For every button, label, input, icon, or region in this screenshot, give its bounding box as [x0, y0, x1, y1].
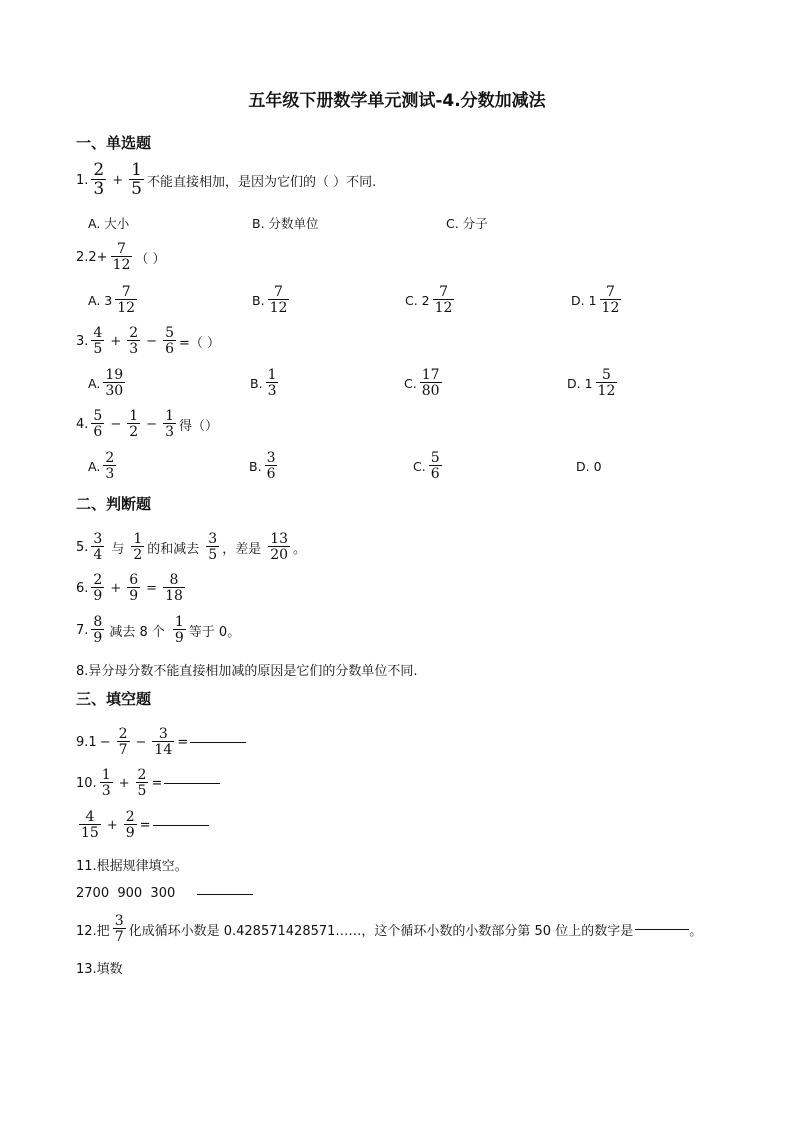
fraction: $\frac{4}{5}$	[93, 325, 103, 357]
fraction: $\frac{1}{3}$	[101, 767, 111, 799]
question-text: （ ）	[135, 251, 166, 267]
question-number: 2.2+	[76, 249, 108, 265]
question-text: 的和减去	[147, 541, 200, 557]
fraction: $\frac{3}{6}$	[266, 450, 276, 482]
question-text: 减去 8 个	[109, 624, 165, 640]
question-text: 等于 0。	[188, 624, 241, 640]
question-1	[76, 162, 376, 198]
q3-option-d[interactable]: D. 1 $\frac{5}{12}$	[567, 367, 616, 399]
answer-blank[interactable]	[153, 824, 209, 826]
q2-option-b[interactable]: B. $\frac{7}{12}$	[252, 284, 288, 316]
operator: +	[106, 817, 118, 833]
number-sequence: 2700 900 300	[76, 886, 176, 901]
operator: =	[146, 580, 158, 596]
q4-option-c[interactable]: C. $\frac{5}{6}$	[413, 450, 440, 482]
fraction: $\frac{7}{12}$	[117, 284, 136, 316]
question-number: 4.	[76, 416, 89, 432]
answer-blank[interactable]	[164, 782, 220, 784]
question-text: 。	[689, 923, 703, 939]
question-number: 10.	[76, 775, 97, 791]
fraction: $\frac{1}{3}$	[165, 408, 174, 440]
answer-blank[interactable]	[190, 741, 246, 743]
q1-option-c[interactable]: C. 分子	[446, 216, 488, 231]
fraction: $\frac{7}{12}$	[112, 241, 131, 273]
fraction: $\frac{1}{3}$	[267, 367, 277, 399]
question-13: 13.填数	[76, 962, 123, 977]
question-8: 8.异分母分数不能直接相加减的原因是它们的分数单位不同.	[76, 664, 418, 679]
question-10	[76, 768, 220, 798]
operator: −	[146, 416, 158, 432]
question-text: 得（）	[178, 418, 218, 434]
question-text: ，差是	[222, 541, 262, 557]
q3-option-a[interactable]: A. $\frac{19}{30}$	[88, 367, 124, 399]
fraction: $\frac{2}{3}$	[105, 450, 115, 482]
fraction: $\frac{19}{30}$	[105, 367, 124, 399]
question-11: 11.根据规律填空。	[76, 859, 188, 874]
question-4	[76, 409, 218, 439]
answer-blank[interactable]	[197, 893, 253, 895]
q3-option-b[interactable]: B. $\frac{1}{3}$	[250, 367, 277, 399]
fraction: $\frac{2}{9}$	[125, 809, 135, 841]
fraction: $\frac{5}{6}$	[93, 408, 103, 440]
question-10-part-2	[76, 810, 209, 840]
fraction: $\frac{6}{9}$	[129, 572, 139, 604]
operator: −	[110, 416, 122, 432]
section-heading-fill-blank: 三、填空题	[76, 690, 152, 708]
question-2	[76, 242, 166, 272]
fraction: $\frac{2}{3}$	[129, 325, 139, 357]
fraction: $\frac{3}{14}$	[154, 726, 173, 758]
fraction: $\frac{13}{20}$	[270, 531, 289, 563]
q4-option-b[interactable]: B. $\frac{3}{6}$	[249, 450, 276, 482]
fraction: $\frac{5}{6}$	[430, 450, 440, 482]
question-text: 与	[111, 541, 125, 557]
operator: −	[146, 333, 158, 349]
fraction: $\frac{2}{5}$	[137, 767, 147, 799]
fraction: $\frac{17}{80}$	[421, 367, 440, 399]
q2-option-c[interactable]: C. 2 $\frac{7}{12}$	[405, 284, 453, 316]
fraction: $\frac{4}{15}$	[81, 809, 99, 841]
operator: −	[135, 734, 147, 750]
fraction: $\frac{5}{6}$	[165, 325, 174, 357]
question-number: 6.	[76, 580, 89, 596]
fraction: $\frac{1}{5}$	[131, 160, 142, 199]
question-7	[76, 615, 240, 645]
fraction: $\frac{1}{2}$	[129, 408, 139, 440]
equals-sign: =	[139, 817, 151, 833]
section-heading-single-choice: 一、单选题	[76, 134, 152, 152]
fraction: $\frac{5}{12}$	[597, 367, 616, 399]
fraction: $\frac{8}{9}$	[93, 614, 103, 646]
operator: −	[99, 734, 111, 750]
equals-sign: =	[177, 734, 189, 750]
question-number: 12.把	[76, 923, 110, 939]
question-6	[76, 573, 188, 603]
q4-option-a[interactable]: A. $\frac{2}{3}$	[88, 450, 115, 482]
question-11-sequence-row	[76, 886, 253, 901]
fraction: $\frac{7}{12}$	[434, 284, 453, 316]
question-5	[76, 532, 306, 562]
question-text: =（ ）	[178, 335, 221, 351]
q2-option-a[interactable]: A. 3 $\frac{7}{12}$	[88, 284, 136, 316]
fraction: $\frac{1}{9}$	[174, 614, 184, 646]
fraction: $\frac{3}{4}$	[93, 531, 103, 563]
q1-option-a[interactable]: A. 大小	[88, 216, 130, 231]
fraction: $\frac{2}{9}$	[93, 572, 103, 604]
q3-option-c[interactable]: C. $\frac{17}{80}$	[404, 367, 440, 399]
question-text: 化成循环小数是 0.428571428571……，这个循环小数的小数部分第 50 位上的数字是	[128, 923, 634, 939]
question-text: 不能直接相加，是因为它们的（ ）不同.	[146, 174, 377, 190]
question-number: 1.	[76, 172, 89, 188]
answer-blank[interactable]	[635, 928, 689, 930]
equals-sign: =	[151, 775, 163, 791]
fraction: $\frac{8}{18}$	[165, 572, 183, 604]
question-number: 5.	[76, 539, 89, 555]
operator: +	[110, 580, 122, 596]
operator: +	[118, 775, 130, 791]
fraction: $\frac{3}{5}$	[208, 531, 218, 563]
fraction: $\frac{7}{12}$	[601, 284, 620, 316]
fraction: $\frac{2}{7}$	[118, 726, 128, 758]
question-3	[76, 326, 220, 356]
page-title: 五年级下册数学单元测试-4.分数加减法	[248, 91, 546, 111]
fraction: $\frac{1}{2}$	[133, 531, 143, 563]
question-number: 3.	[76, 333, 89, 349]
fraction: $\frac{7}{12}$	[269, 284, 288, 316]
q4-option-d[interactable]: D. 0	[576, 459, 602, 474]
question-9	[76, 727, 246, 757]
section-heading-true-false: 二、判断题	[76, 495, 152, 513]
question-number: 7.	[76, 622, 89, 638]
question-number: 9.1	[76, 734, 97, 750]
fraction: $\frac{2}{3}$	[93, 160, 105, 199]
question-12	[76, 914, 702, 944]
q1-option-b[interactable]: B. 分数单位	[252, 216, 319, 231]
operator: +	[112, 172, 124, 188]
fraction: $\frac{3}{7}$	[114, 913, 124, 945]
q2-option-d[interactable]: D. 1 $\frac{7}{12}$	[571, 284, 620, 316]
operator: +	[110, 333, 122, 349]
question-text: 。	[293, 541, 307, 557]
